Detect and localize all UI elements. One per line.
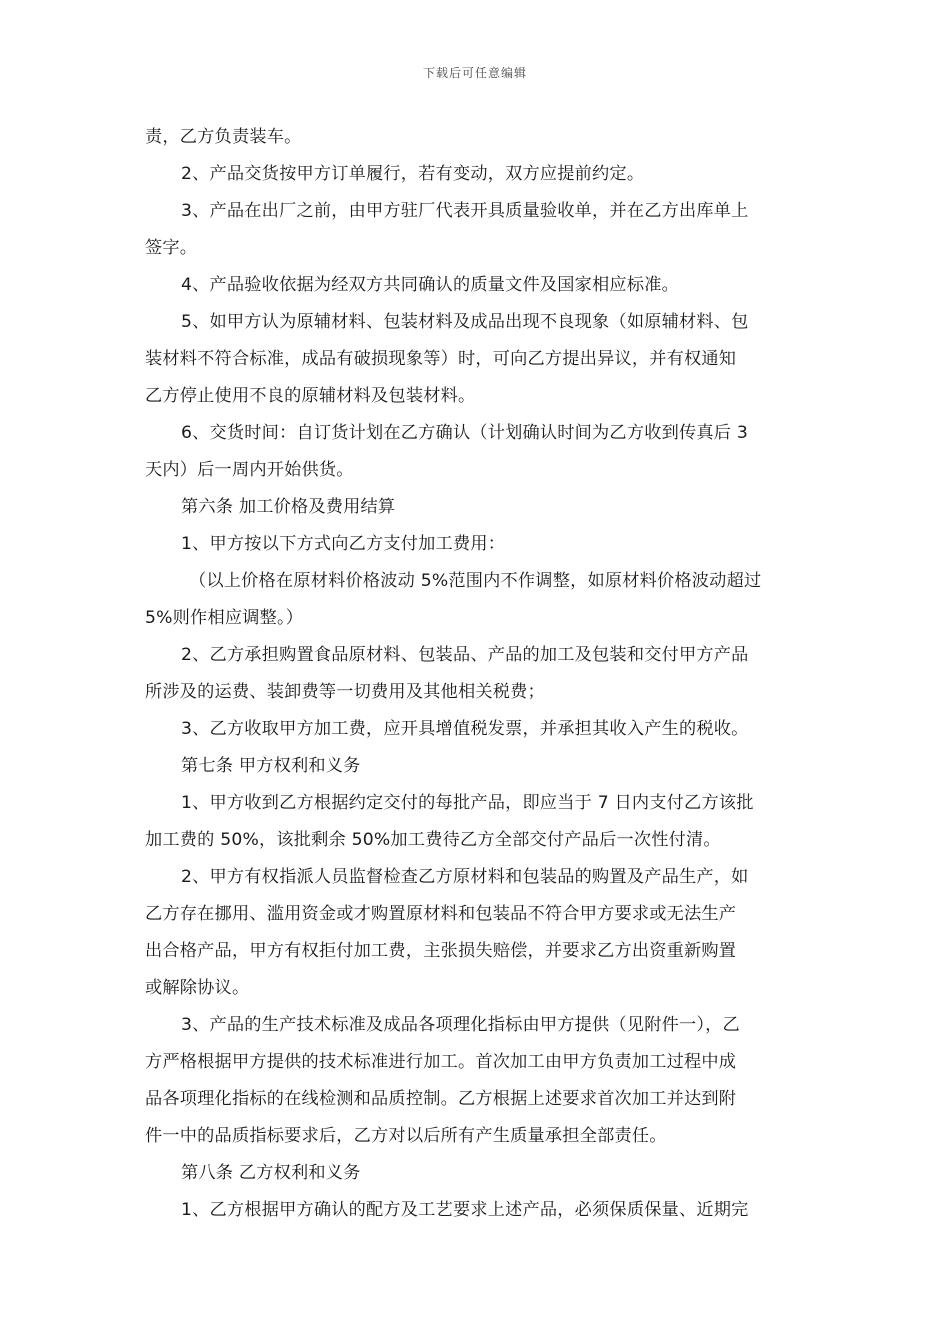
section-heading: 第六条 加工价格及费用结算 xyxy=(181,497,396,517)
paragraph-line: 乙方停止使用不良的原辅材料及包装材料。 xyxy=(145,386,476,406)
paragraph-line: 1、甲方收到乙方根据约定交付的每批产品，即应当于 7 日内支付乙方该批 xyxy=(181,793,754,813)
paragraph-line: 责，乙方负责装车。 xyxy=(145,127,302,147)
paragraph-line: 1、甲方按以下方式向乙方支付加工费用： xyxy=(181,534,506,554)
paragraph-line: 1、乙方根据甲方确认的配方及工艺要求上述产品，必须保质保量、近期完 xyxy=(181,1200,749,1220)
paragraph-line: 所涉及的运费、装卸费等一切费用及其他相关税费； xyxy=(145,682,545,702)
paragraph-line: （以上价格在原材料价格波动 5%范围内不作调整，如原材料价格波动超过 xyxy=(189,571,762,591)
paragraph-line: 出合格产品，甲方有权拒付加工费，主张损失赔偿，并要求乙方出资重新购置 xyxy=(145,941,737,961)
paragraph-line: 2、乙方承担购置食品原材料、包装品、产品的加工及包装和交付甲方产品 xyxy=(181,645,749,665)
paragraph-line: 6、交货时间：自订货计划在乙方确认（计划确认时间为乙方收到传真后 3 xyxy=(181,423,748,443)
paragraph-line: 方严格根据甲方提供的技术标准进行加工。首次加工由甲方负责加工过程中成 xyxy=(145,1052,737,1072)
paragraph-line: 3、乙方收取甲方加工费，应开具增值税发票，并承担其收入产生的税收。 xyxy=(181,719,749,739)
paragraph-line: 5、如甲方认为原辅材料、包装材料及成品出现不良现象（如原辅材料、包 xyxy=(181,312,749,332)
page-header: 下载后可任意编辑 xyxy=(422,66,527,80)
paragraph-line: 或解除协议。 xyxy=(145,978,250,998)
paragraph-line: 4、产品验收依据为经双方共同确认的质量文件及国家相应标准。 xyxy=(181,275,679,295)
paragraph-line: 签字。 xyxy=(145,238,198,258)
section-heading: 第八条 乙方权利和义务 xyxy=(181,1163,361,1183)
paragraph-line: 品各项理化指标的在线检测和品质控制。乙方根据上述要求首次加工并达到附 xyxy=(145,1089,737,1109)
paragraph-line: 加工费的 50%，该批剩余 50%加工费待乙方全部交付产品后一次性付清。 xyxy=(145,830,721,850)
paragraph-line: 装材料不符合标准，成品有破损现象等）时，可向乙方提出异议，并有权通知 xyxy=(145,349,737,369)
document-body xyxy=(145,119,807,1229)
paragraph-line: 3、产品在出厂之前，由甲方驻厂代表开具质量验收单，并在乙方出库单上 xyxy=(181,201,749,221)
section-heading: 第七条 甲方权利和义务 xyxy=(181,756,361,776)
paragraph-line: 天内）后一周内开始供货。 xyxy=(145,460,354,480)
paragraph-line: 2、甲方有权指派人员监督检查乙方原材料和包装品的购置及产品生产，如 xyxy=(181,867,749,887)
paragraph-line: 3、产品的生产技术标准及成品各项理化指标由甲方提供（见附件一），乙 xyxy=(181,1015,740,1035)
paragraph-line: 乙方存在挪用、滥用资金或才购置原材料和包装品不符合甲方要求或无法生产 xyxy=(145,904,737,924)
paragraph-line: 5%则作相应调整。） xyxy=(145,608,304,628)
paragraph-line: 2、产品交货按甲方订单履行，若有变动，双方应提前约定。 xyxy=(181,164,645,184)
paragraph-line: 件一中的品质指标要求后，乙方对以后所有产生质量承担全部责任。 xyxy=(145,1126,667,1146)
